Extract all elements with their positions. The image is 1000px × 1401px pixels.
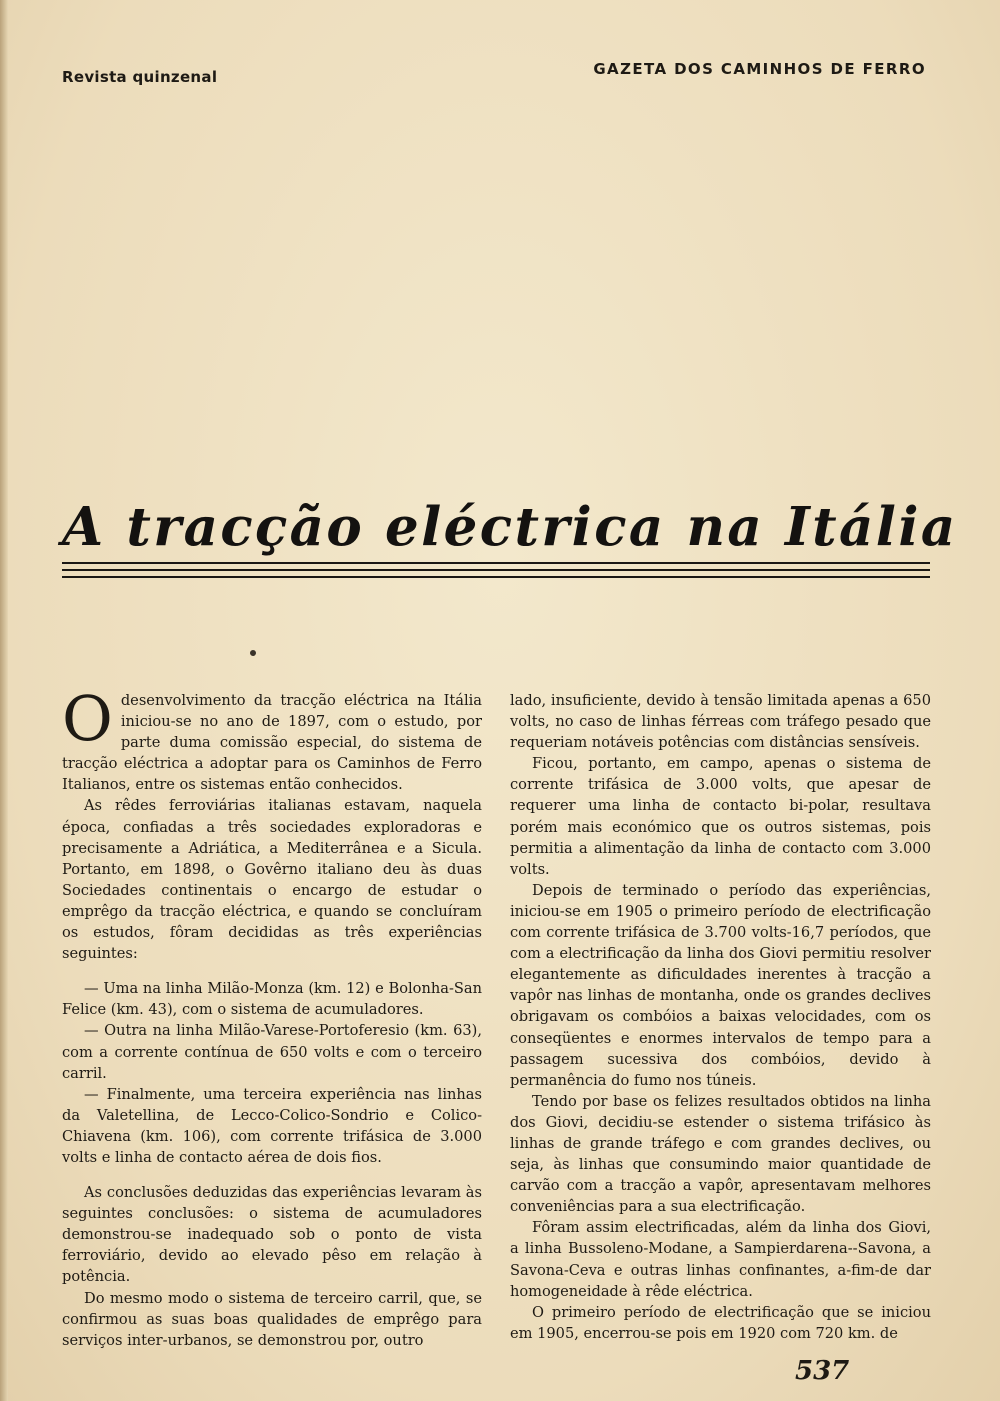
title-rule (62, 562, 930, 564)
paragraph: — Finalmente, uma terceira experiência nas linhas da Valetellina, de Lecco-Colico-Sondrio e Colico-Chiavena (km. 106), com corrente trifásica de 3.000 volts e linha de contacto aérea de dois fios. (62, 1085, 482, 1166)
header-left: Revista quinzenal (62, 68, 218, 86)
column-left (62, 682, 482, 1351)
page-number: 537 (795, 1356, 850, 1386)
paragraph: Do mesmo modo o sistema de terceiro carril, que, se confirmou as suas boas qualidades de emprêgo para serviços inter-urbanos, se demonstrou por, outro (62, 1289, 482, 1349)
ink-dot (250, 650, 256, 656)
title-rules (62, 562, 930, 583)
paragraph: Fôram assim electrificadas, além da linha dos Giovi, a linha Bussoleno-Modane, a Sampierdarena--Savona, a Savona-Ceva e outras linhas confinantes, a-fim-de dar homogeneidade à rêde eléctrica. (510, 1219, 931, 1300)
page-edge (0, 0, 8, 1401)
article-title: A tracção eléctrica na Itália (62, 496, 958, 558)
paragraph-text: desenvolvimento da tracção eléctrica na Itália iniciou-se no ano de 1897, com o estudo, por parte duma comissão especial, do sistema de tracção eléctrica a adoptar para os Caminhos de Ferro Italianos, entre os sistemas então conhecidos. (62, 692, 482, 794)
paragraph: As rêdes ferroviárias italianas estavam, naquela época, confiadas a três sociedades exploradoras e precisamente a Adriática, a Mediterrânea e a Sicula. Portanto, em 1898, o Govêrno italiano deu às duas Sociedades continentais o encargo de estudar o emprêgo da tracção eléctrica, e quando se concluíram os estudos, fôram decididas as três experiências seguintes: (62, 797, 482, 963)
paragraph: O primeiro período de electrificação que se iniciou em 1905, encerrou-se pois em 1920 com 720 km. de (510, 1303, 931, 1342)
paragraph: Ficou, portanto, em campo, apenas o sistema de corrente trifásica de 3.000 volts, que apesar de requerer uma linha de contacto bi-polar, resultava porém mais económico que os outros sistemas, pois permitia a alimentação da linha de contacto com 3.000 volts. (510, 755, 931, 878)
paragraph (62, 682, 482, 795)
paragraph: — Uma na linha Milão-Monza (km. 12) e Bolonha-San Felice (km. 43), com o sistema de acumuladores. (62, 980, 482, 1019)
title-rule (62, 576, 930, 578)
header-right: GAZETA DOS CAMINHOS DE FERRO (593, 60, 926, 78)
paragraph: Tendo por base os felizes resultados obtidos na linha dos Giovi, decidiu-se estender o sistema trifásico às linhas de grande tráfego e com grandes declives, ou seja, às linhas que consumindo maior quantidade de carvão com a tracção a vapôr, apresentavam melhores conveniências para a sua electrificação. (510, 1092, 931, 1216)
paragraph: As conclusões deduzidas das experiências levaram às seguintes conclusões: o sistema de acumuladores demonstrou-se inadequado sob o ponto de vista ferroviário, devido ao elevado pêso em relação à potência. (62, 1184, 482, 1286)
paragraph: Depois de terminado o período das experiências, iniciou-se em 1905 o primeiro período de electrificação com corrente trifásica de 3.700 volts-16,7 períodos, que com a electrificação da linha dos Giovi permitiu resolver elegantemente as dificuldades inerentes à tracção a vapôr nas linhas de montanha, onde os grandes declives obrigavam os combóios a baixas velocidades, com os conseqüentes e enormes intervalos de tempo para a passagem sucessiva dos combóios, devido à permanência do fumo nos túneis. (510, 881, 931, 1089)
paragraph: — Outra na linha Milão-Varese-Portoferesio (km. 63), com a corrente contínua de 650 volts e com o terceiro carril. (62, 1022, 482, 1082)
title-rule (62, 569, 930, 571)
drop-cap: O (62, 682, 113, 755)
paragraph: lado, insuficiente, devido à tensão limitada apenas a 650 volts, no caso de linhas férreas com tráfego pesado que requeriam notáveis potências com distâncias sensíveis. (510, 692, 931, 752)
column-right (510, 690, 931, 1344)
